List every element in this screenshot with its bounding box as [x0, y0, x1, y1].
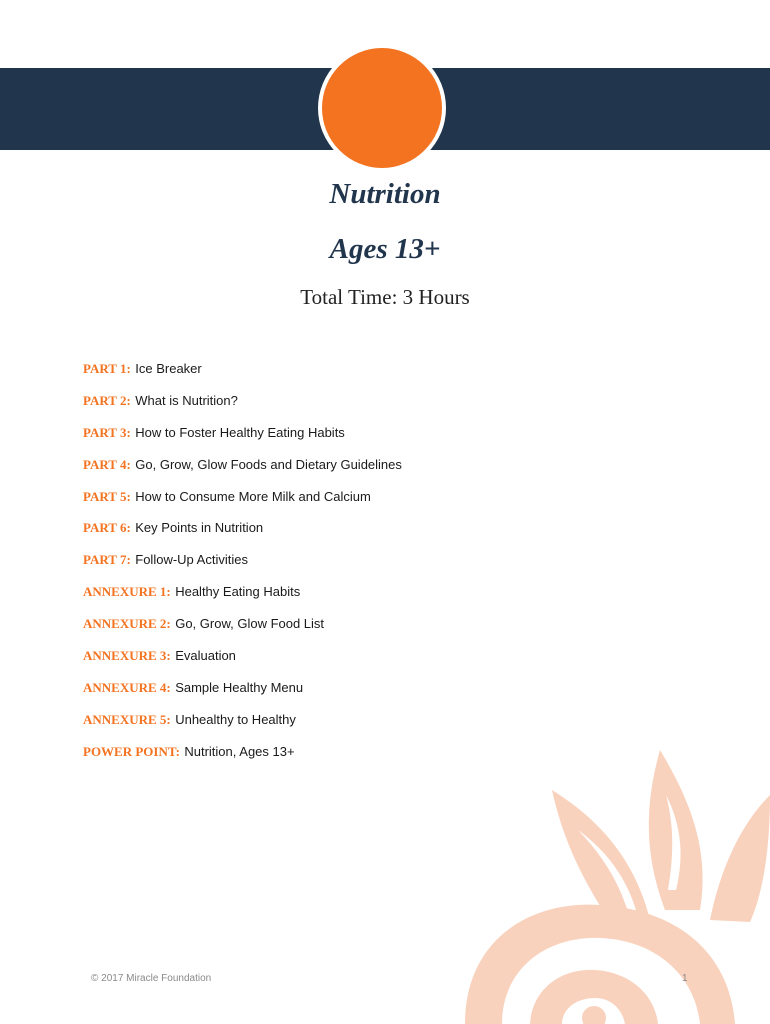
total-time: Total Time: 3 Hours: [300, 285, 470, 309]
toc-item-text: Go, Grow, Glow Foods and Dietary Guidelines: [135, 456, 402, 472]
toc-item-text: How to Consume More Milk and Calcium: [135, 488, 371, 504]
toc-item-text: Healthy Eating Habits: [175, 584, 301, 600]
table-of-contents: [83, 359, 402, 774]
toc-item-label: PART 6:: [83, 520, 131, 536]
toc-item-label: POWER POINT:: [83, 743, 180, 759]
toc-item-label: PART 2:: [83, 392, 131, 408]
orange-circle-icon: [322, 48, 442, 168]
toc-item-label: PART 3:: [83, 424, 131, 440]
toc-item-text: How to Foster Healthy Eating Habits: [135, 424, 345, 440]
toc-item: [83, 742, 402, 774]
toc-item: [83, 423, 402, 455]
toc-item-label: ANNEXURE 1:: [83, 584, 171, 600]
toc-item: [83, 550, 402, 582]
toc-item: [83, 646, 402, 678]
toc-item-text: Sample Healthy Menu: [175, 679, 304, 695]
toc-item: [83, 391, 402, 423]
toc-item-text: What is Nutrition?: [135, 392, 238, 408]
toc-item-text: Go, Grow, Glow Food List: [175, 616, 325, 632]
toc-item-label: ANNEXURE 4:: [83, 679, 171, 695]
document-title: Nutrition: [329, 178, 441, 210]
toc-item-text: Evaluation: [175, 648, 236, 664]
toc-item-text: Unhealthy to Healthy: [175, 711, 296, 727]
toc-item-label: ANNEXURE 3:: [83, 648, 171, 664]
toc-item: [83, 518, 402, 550]
toc-item-label: PART 7:: [83, 552, 131, 568]
toc-item: [83, 487, 402, 519]
toc-item: [83, 614, 402, 646]
toc-item-label: PART 5:: [83, 488, 131, 504]
toc-item-text: Follow-Up Activities: [135, 552, 248, 568]
toc-item: [83, 455, 402, 487]
toc-item-label: ANNEXURE 5:: [83, 711, 171, 727]
toc-item-text: Ice Breaker: [135, 361, 202, 376]
footer-copyright: © 2017 Miracle Foundation: [91, 973, 212, 984]
page-number: 1: [682, 973, 688, 984]
lotus-swirl-icon: [460, 740, 770, 1024]
toc-item-text: Nutrition, Ages 13+: [184, 743, 295, 759]
toc-item-label: ANNEXURE 2:: [83, 616, 171, 632]
toc-item-label: PART 1:: [83, 361, 131, 376]
toc-item: [83, 359, 402, 391]
toc-item-label: PART 4:: [83, 456, 131, 472]
toc-item: [83, 710, 402, 742]
toc-item: [83, 678, 402, 710]
toc-item-text: Key Points in Nutrition: [135, 520, 264, 536]
age-range-title: Ages 13+: [329, 233, 441, 265]
toc-item: [83, 582, 402, 614]
